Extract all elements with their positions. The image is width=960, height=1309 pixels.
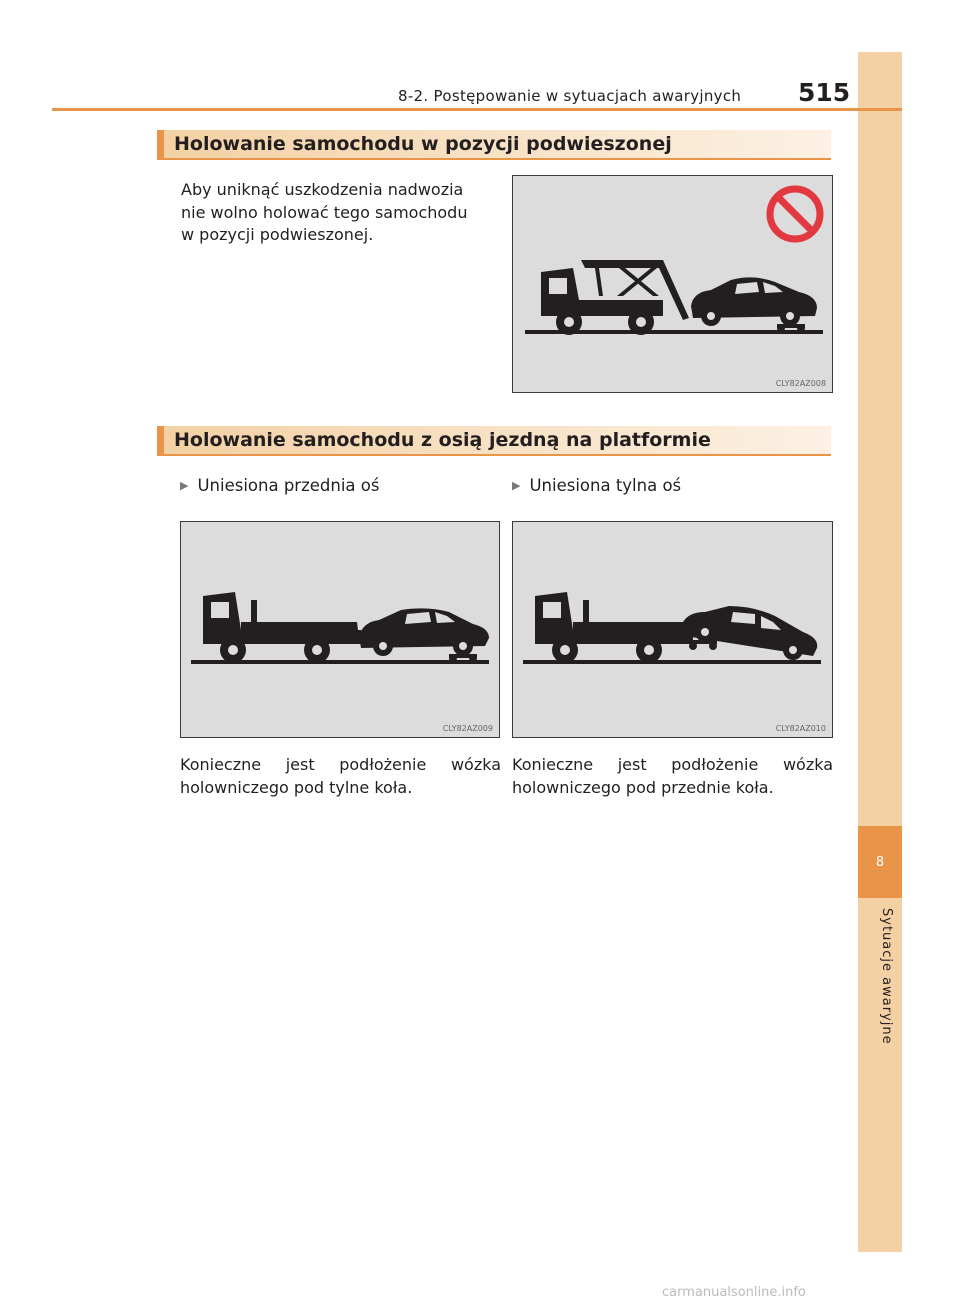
header-rule	[52, 108, 902, 111]
illustration-wheel-lift-tow-truck	[513, 176, 832, 392]
figure-code: CLY82AZ008	[775, 379, 826, 388]
figure-rear-axle-raised	[512, 521, 833, 738]
caption-front-axle: Konieczne jest podłożenie wózka holowniczego pod tylne koła.	[180, 755, 501, 797]
triangle-bullet-icon: ▶	[180, 479, 189, 492]
bullet-rear-axle-raised	[512, 476, 681, 495]
towed-car-icon	[683, 606, 817, 660]
prohibition-sign-icon	[770, 189, 820, 239]
towed-car-icon	[691, 277, 817, 332]
bullet-front-axle-raised	[180, 476, 379, 495]
caption-rear-axle: Konieczne jest podłożenie wózka holowniczego pod przednie koła.	[512, 755, 833, 797]
figure-code: CLY82AZ010	[775, 724, 826, 733]
section-heading-flatbed-towing: Holowanie samochodu z osią jezdną na platformie	[157, 426, 831, 456]
tow-truck-icon	[541, 260, 689, 335]
warning-line: Aby uniknąć uszkodzenia nadwozia	[181, 180, 464, 199]
warning-line: w pozycji podwieszonej.	[181, 225, 374, 244]
chapter-title-vertical: Sytuacje awaryjne	[879, 908, 894, 1045]
running-header-section: 8-2. Postępowanie w sytuacjach awaryjnych	[398, 87, 742, 105]
page-number: 515	[798, 78, 851, 107]
figure-front-axle-raised	[180, 521, 500, 738]
warning-paragraph	[181, 179, 501, 247]
illustration-flatbed-rear-lift	[513, 522, 832, 737]
chapter-side-tab	[858, 52, 902, 1252]
tow-truck-icon	[535, 592, 693, 663]
bullet-label: Uniesiona tylna oś	[529, 476, 682, 495]
warning-line: nie wolno holować tego samochodu	[181, 202, 468, 222]
towed-car-icon	[359, 608, 489, 662]
figure-code: CLY82AZ009	[442, 724, 493, 733]
triangle-bullet-icon: ▶	[512, 479, 521, 492]
section-heading-suspended-towing: Holowanie samochodu w pozycji podwieszonej	[157, 130, 831, 160]
illustration-flatbed-front-lift	[181, 522, 499, 737]
tow-truck-icon	[203, 592, 361, 663]
figure-suspended-towing	[512, 175, 833, 393]
chapter-number-box: 8	[858, 826, 902, 898]
watermark-text: carmanualsonline.info	[662, 1285, 806, 1300]
bullet-label: Uniesiona przednia oś	[197, 476, 380, 495]
